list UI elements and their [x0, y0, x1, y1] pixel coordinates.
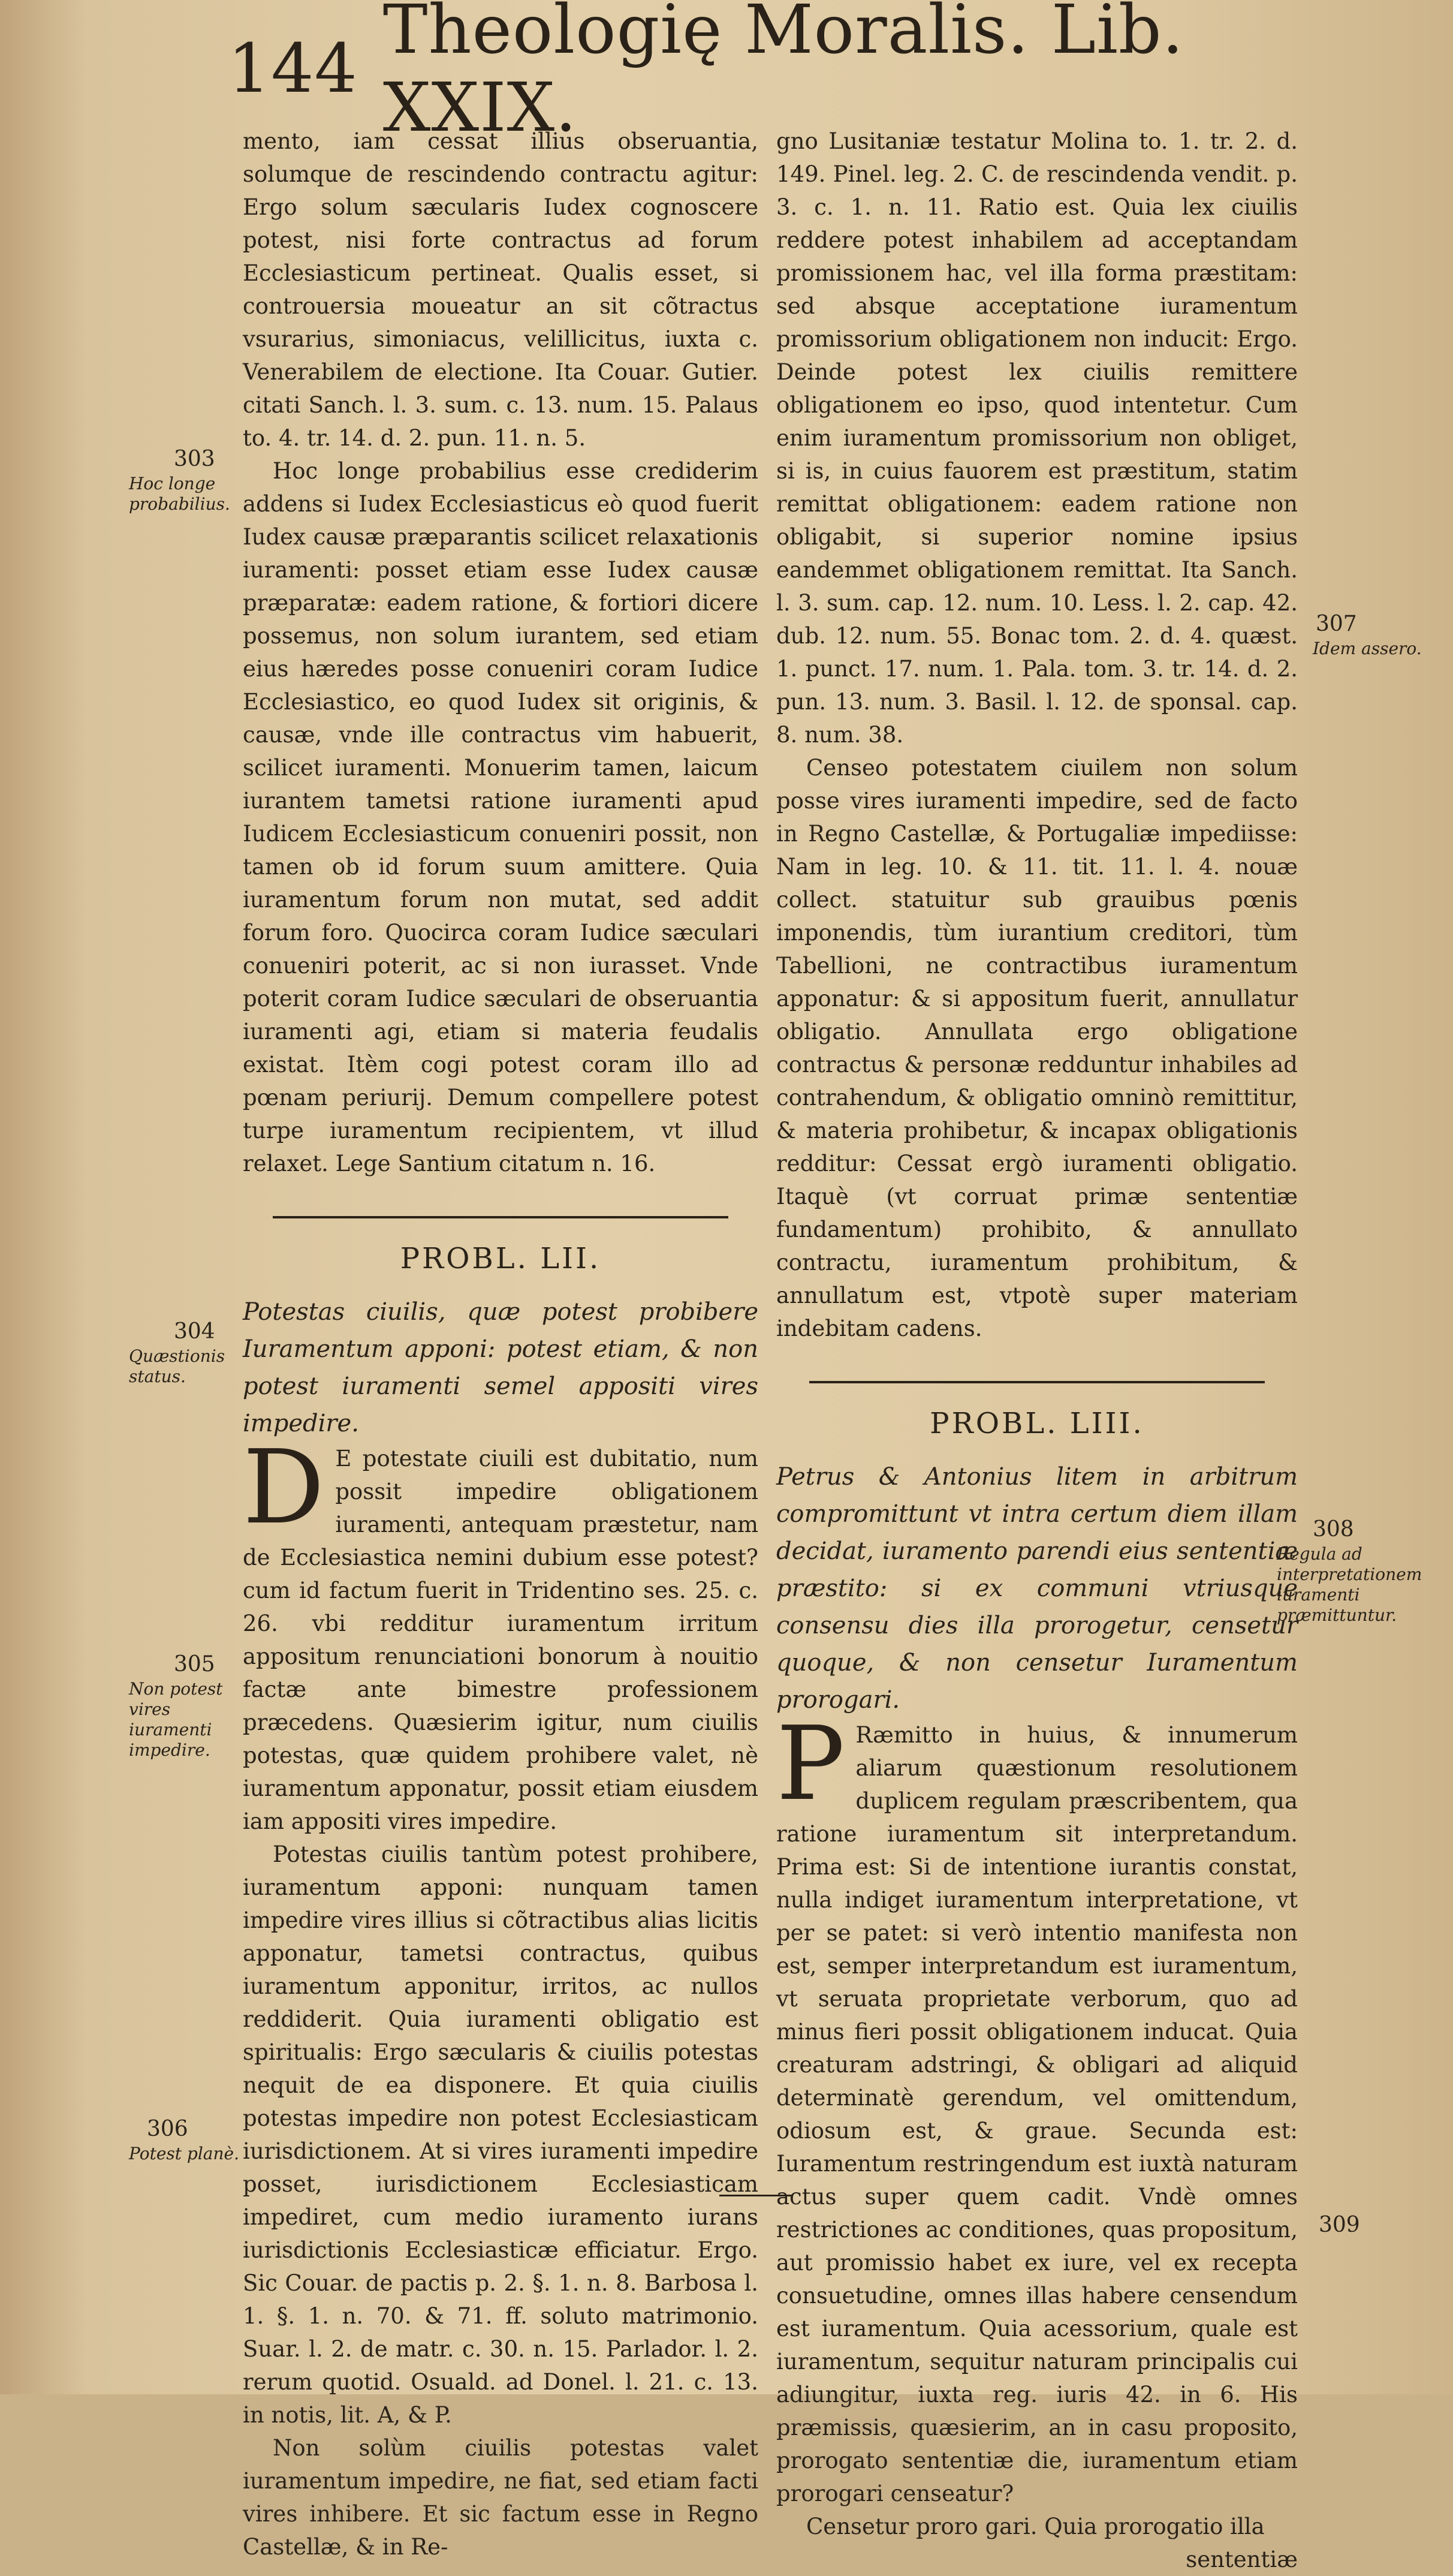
margin-number: 307 [1316, 612, 1357, 636]
margin-note: Non potest vires iuramenti impedire. [129, 1679, 223, 1760]
drop-cap: D [243, 1428, 325, 1547]
problem-summary: Petrus & Antonius litem in arbitrum compromittunt vt intra certum diem illam decidat, iuramento parendi eius sententiæ præstito: si ex communi vtriusque consensu dies illa prorogetur, censetur quoque, & non censetur Iuramentum prorogari. [776, 1463, 1298, 1714]
paragraph: Ræmitto in huius, & innumerum aliarum quæstionum resolutionem duplicem regulam præscribentem, qua ratione iuramentum sit interpretandum. Prima est: Si de intentione iurantis constat, nulla indiget iuramentum interpretatione, vt per se patet: si verò intentio manifesta non est, semper interpretandum est iuramentum, vt seruata proprietate verborum, quo ad minus fieri possit obligationem inducat. Quia creaturam adstringi, & obligari ad aliquid determinatè gerendum, vel omittendum, odiosum est, & graue. Secunda est: Iuramentum restringendum est iuxtà naturam actus super quem cadit. Vndè omnes restrictiones ac conditiones, quas propositum, aut promissio habet ex iure, vel ex recepta consuetudine, omnes illas habere censendum est iuramentum. Quia acessorium, quale est iuramentum, sequitur naturam principalis cui adiungitur, iuxta reg. iuris 42. in 6. His præmissis, quæsierim, an in casu proposito, prorogato sententiæ die, iuramentum etiam prorogari censeatur? [776, 1722, 1298, 2506]
catchword: sententiæ [1186, 2547, 1298, 2572]
paragraph: mento, iam cessat illius obseruantia, solumque de rescindendo contractu agitur: Ergo solum sæcularis Iudex cognoscere potest, nisi forte contractus ad forum Ecclesiasticum pertineat. Qualis esset, si controuersia moueatur an sit cõtractus vsurarius, simoniacus, velillicitus, iuxta c. Venerabilem de electione. Ita Couar. Gutier. citati Sanch. l. 3. sum. c. 13. num. 15. Palaus to. 4. tr. 14. d. 2. pun. 11. n. 5. [243, 128, 758, 451]
drop-cap: P [776, 1705, 845, 1823]
problem-heading: PROBL. LIII. [930, 1407, 1144, 1440]
paragraph: Censetur proro gari. Quia prorogatio illa [806, 2514, 1265, 2539]
margin-number: 303 [174, 447, 215, 471]
margin-note: Idem assero. [1313, 639, 1422, 658]
margin-number: 309 [1319, 2213, 1360, 2237]
section-divider [809, 1381, 1265, 1383]
left-column [243, 125, 758, 2563]
margin-note: Quæstionis status. [129, 1346, 225, 1386]
margin-number: 306 [147, 2117, 188, 2141]
problem-heading: PROBL. LII. [400, 1242, 601, 1275]
problem-summary: Potestas ciuilis, quæ potest probibere Iuramentum apponi: potest etiam, & non potest iuramenti semel appositi vires impedire. [243, 1298, 758, 1437]
running-header [228, 0, 1187, 147]
margin-number: 308 [1313, 1517, 1354, 1542]
paragraph: E potestate ciuili est dubitatio, num possit impedire obligationem iuramenti, antequam præstetur, nam de Ecclesiastica nemini dubium esse potest? cum id factum fuerit in Tridentino ses. 25. c. 26. vbi redditur iuramentum irritum appositum renunciationi bonorum à nouitio factæ ante bimestre professionem præcedens. Quæsierim igitur, num ciuilis potestas, quæ quidem prohibere valet, nè iuramentum apponatur, possit etiam eiusdem iam appositi vires impedire. [243, 1446, 758, 1834]
right-column [776, 125, 1298, 2576]
paragraph: Non solùm ciuilis potestas valet iuramentum impedire, ne fiat, sed etiam facti vires inhibere. Et sic factum esse in Regno Castellæ, & in Re- [243, 2435, 758, 2560]
margin-note: Hoc longe probabilius. [129, 474, 230, 514]
running-title: Theologię Moralis. Lib. XXIX. [382, 0, 1184, 147]
footer-rule [719, 2195, 791, 2196]
paragraph: Potestas ciuilis tantùm potest prohibere, iuramentum apponi: nunquam tamen impedire vires illius si cõtractibus alias licitis apponatur, tametsi contractus, quibus iuramentum apponitur, irritos, ac nullos reddiderit. Quia iuramenti obligatio est spiritualis: Ergo sæcularis & ciuilis potestas nequit de ea disponere. Et quia ciuilis potestas impedire non potest Ecclesiasticam iurisdictionem. At si vires iuramenti impedire posset, iurisdictionem Ecclesiasticam impediret, cum medio iuramento iurans iurisdictionis Ecclesiasticæ efficiatur. Ergo. Sic Couar. de pactis p. 2. §. 1. n. 8. Barbosa l. 1. §. 1. n. 70. & 71. ff. soluto matrimonio. Suar. l. 2. de matr. c. 30. n. 15. Parlador. l. 2. rerum quotid. Osuald. ad Donel. l. 21. c. 13. in notis, lit. A, & P. [243, 1841, 758, 2428]
page-number: 144 [228, 30, 358, 108]
paragraph: Censeo potestatem ciuilem non solum posse vires iuramenti impedire, sed de facto in Regno Castellæ, & Portugaliæ impediisse: Nam in leg. 10. & 11. tit. 11. l. 4. nouæ collect. statuitur sub grauibus pœnis imponendis, tùm iurantium creditori, tùm Tabellioni, ne contractibus iuramentum apponatur: & si appositum fuerit, annullatur obligatio. Annullata ergo obligatione contractus & personæ redduntur inhabiles ad contrahendum, & obligatio omninò remittitur, & materia prohibetur, & incapax obligationis redditur: Cessat ergò iuramenti obligatio. Itaquè (vt corruat primæ sententiæ fundamentum) prohibito, & annullato contractu, iuramentum prohibitum, & annullatum est, vtpotè super materiam indebitam cadens. [776, 755, 1298, 1341]
paragraph: gno Lusitaniæ testatur Molina to. 1. tr. 2. d. 149. Pinel. leg. 2. C. de rescindenda vendit. p. 3. c. 1. n. 11. Ratio est. Quia lex ciuilis reddere potest inhabilem ad acceptandam promissionem hac, vel illa forma præstitam: sed absque acceptatione iuramentum promissorium obligationem non inducit: Ergo. Deinde potest lex ciuilis remittere obligationem eo ipso, quod intentetur. Cum enim iuramentum promissorium non obliget, si is, in cuius fauorem est præstitum, statim remittat obligationem: eadem ratione non obligabit, si superior nomine ipsius eandemmet obligationem remittat. Ita Sanch. l. 3. sum. cap. 12. num. 10. Less. l. 2. cap. 42. dub. 12. num. 55. Bonac tom. 2. d. 4. quæst. 1. punct. 17. num. 1. Pala. tom. 3. tr. 14. d. 2. pun. 13. num. 3. Basil. l. 12. de sponsal. cap. 8. num. 38. [776, 128, 1298, 748]
margin-number: 305 [174, 1652, 215, 1677]
margin-number: 304 [174, 1319, 215, 1344]
margin-note: Potest planè. [129, 2144, 239, 2163]
margin-note: Regula ad interpretationem iuramenti præmittuntur. [1277, 1544, 1422, 1625]
section-divider [273, 1216, 728, 1218]
paragraph: Hoc longe probabilius esse crediderim addens si Iudex Ecclesiasticus eò quod fuerit Iudex causæ præparantis scilicet relaxationis iuramenti: posset etiam esse Iudex causæ præparatæ: eadem ratione, & fortiori dicere possemus, non solum iurantem, sed etiam eius hæredes posse conueniri coram Iudice Ecclesiastico, eo quod Iudex sit originis, & causæ, vnde ille contractus vim habuerit, scilicet iuramenti. Monuerim tamen, laicum iurantem tametsi ratione iuramenti apud Iudicem Ecclesiasticum conueniri possit, non tamen ob id forum suum amittere. Quia iuramentum forum non mutat, sed addit forum foro. Quocirca coram Iudice sæculari conueniri poterit, ac si non iurasset. Vnde poterit coram Iudice sæculari de obseruantia iuramenti agi, etiam si materia feudalis existat. Itèm cogi potest coram illo ad pœnam periurij. Demum compellere potest turpe iuramentum recipientem, vt illud relaxet. Lege Santium citatum n. 16. [243, 458, 758, 1176]
